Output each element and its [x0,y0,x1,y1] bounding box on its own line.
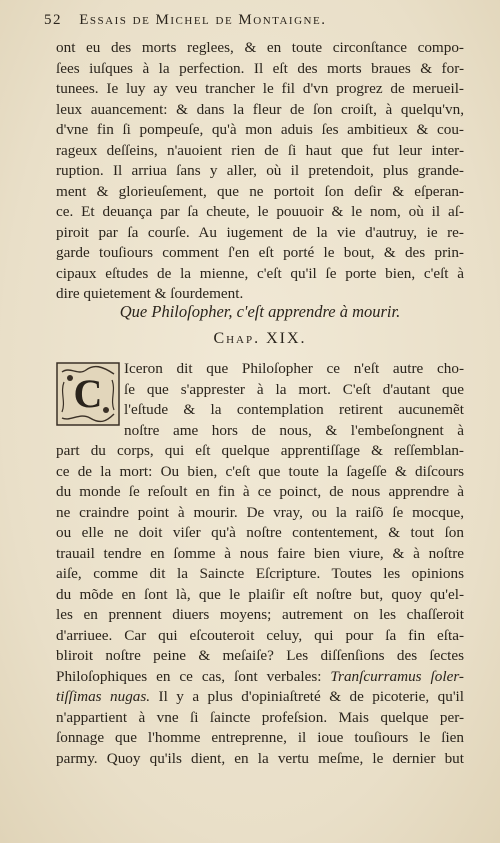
text-line: les en prennent diuers moyens; autrement on les chaſſeroit [56,606,464,623]
text-line: trauail tendre en ſomme à nous faire bien viure, & à noſtre [56,544,464,562]
text-line [56,667,464,688]
page-header [44,12,464,29]
text-line: leux auancement: & dans la fleur de ſon croiſt, à quelqu'vn, [56,100,464,118]
text-line: aiſe, comme dit la Saincte Eſcripture. Toutes les opinions [56,565,464,582]
text-line: d'vne fin ſi pompeuſe, qu'à mon aduis ſes ambitieux & cou- [56,121,464,138]
line-text: Il y a plus d'opiniaſtreté & de picoterie, qu'il [150,688,464,705]
text-line: parmy. Quoy qu'ils dient, en la vertu meſme, le dernier but [56,749,464,767]
text-line: l'eſtude & la contemplation retirent aucunemẽt [124,401,464,418]
running-title: Essais de Michel de Montaigne. [79,12,327,28]
line-text: Philoſophiques en ce cas, ſont verbales: [56,667,331,685]
text-line [56,687,464,708]
text-line: part du corps, qui eſt quelque apprentiſſage & reſſemblan- [56,442,464,459]
text-line: tunees. Ie luy ay veu trancher le fil d'vn progrez de merueil- [56,80,464,97]
page-number: 52 [44,12,62,28]
text-line: n'appartient à vne ſi ſaincte profeſsion. Mais quelque per- [56,708,464,726]
text-line: ment & glorieuſement, que ne portoit ſon deſir & eſperan- [56,182,464,200]
text-line: noſtre ame hors de nous, & l'embeſongnent à [124,421,464,439]
paragraph-start [56,359,464,769]
paragraph-end [56,38,464,305]
latin-quote: tiſſimas nugas. [56,688,151,705]
chapter-number: Chap. XIX. [213,330,307,347]
text-line: ſonnage que l'homme entreprenne, il ioue touſiours le ſien [56,729,464,746]
text-line: du mõde en ſont là, que le plaiſir eſt noſtre but, quoy qu'el- [56,585,464,603]
text-line: ſees iuſques à la perfection. Il eſt des morts braues & for- [56,59,464,77]
text-line: garde touſiours comment ſ'en eſt porté le bout, & des prin- [56,244,464,261]
text-line: dire quietement & ſourdement. [56,285,244,302]
text-line: rageux deſſeins, n'auoient rien de ſi haut que fut leur inter- [56,141,464,159]
text-line: ſe que s'apprester à la mort. C'eſt d'autant que [124,380,464,398]
chapter-title: Que Philoſopher, c'eſt apprendre à mourir. [119,302,401,321]
text-line: piroit par ſa courſe. Au iugement de la vie d'autruy, ie re- [56,223,464,241]
text-line: ne craindre point à mourir. De vray, ou la raiſõ ſe mocque, [56,503,464,521]
text-line: ce. Et deuança par ſa cheute, le pouuoir & le nom, où il aſ- [56,203,464,220]
text-line: bliroit noſtre peine & meſaiſe? Les diſſenſions des ſectes [56,647,464,664]
text-line: ruption. Il arriua ſans y aller, où il pretendoit, plus grande- [56,162,464,179]
text-line: ce de la mort: Ou bien, c'eſt que toute la ſageſſe & diſcours [56,462,464,480]
text-line: Iceron dit que Philoſopher ce n'eſt autre cho- [124,360,464,377]
text-line: cipaux eſtudes de la mienne, c'eſt qu'il ſe porte bien, c'eſt à [56,264,464,282]
text-line: d'arriuee. Car qui eſcouteroit celuy, qui pour ſa fin eſta- [56,626,464,644]
text-line: ont eu des morts reglees, & en toute circonſtance compo- [56,39,464,56]
latin-quote: Tranſcurramus ſoler- [330,667,464,685]
initial-letter: C [73,371,103,416]
text-line: ou elle ne doit viſer qu'à noſtre contentement, & tout ſon [56,524,464,541]
text-line: du monde ſe reſoult en fin à ce poinct, de nous apprendre à [56,483,464,500]
